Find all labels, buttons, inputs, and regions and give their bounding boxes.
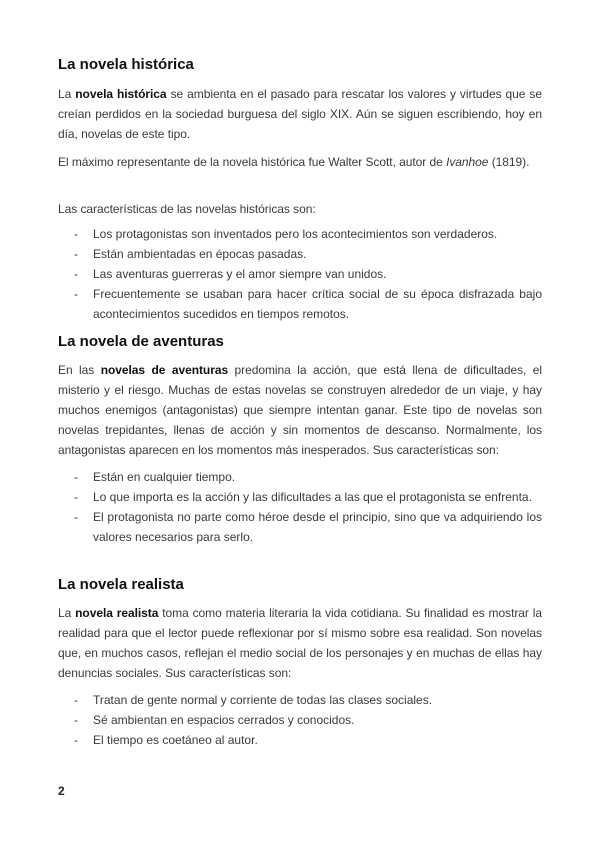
paragraph-realista-intro: La novela realista toma como materia literaria la vida cotidiana. Su finalidad es mostrar la realidad para que el lector puede reflexionar por sí mismo sobre esa realidad. Son novelas que, en muchos casos, reflejan el medio social de los personajes y en muchas de ellas hay denuncias sociales. Sus características son: [58, 606, 542, 680]
paragraph-historica-scott: El máximo representante de la novela histórica fue Walter Scott, autor de Ivanhoe (1819). [58, 155, 530, 169]
paragraph-aventuras-intro: En las novelas de aventuras predomina la acción, que está llena de dificultades, el misterio y el riesgo. Muchas de estas novelas se construyen alrededor de un viaje, y hay muchos enemigos (antagonistas) que siempre intentan ganar. Este tipo de novelas son novelas trepidantes, llenas de acción y sin momentos de descanso. Normalmente, los antagonistas aparecen en los momentos más inesperados. Sus características son: [58, 363, 543, 457]
section-title-historica: La novela histórica [58, 56, 194, 73]
list-item: - Lo que importa es la acción y las dificultades a las que el protagonista se enfrenta. [74, 490, 532, 504]
list-item: - Frecuentemente se usaban para hacer crítica social de su época disfrazada bajo acontecimientos sucedidos en tiempos remotos. [74, 287, 542, 321]
list-item: - Sé ambientan en espacios cerrados y conocidos. [74, 713, 355, 727]
paragraph-historica-caracteristicas: Las características de las novelas históricas son: [58, 202, 316, 216]
list-realista [58, 690, 542, 750]
list-aventuras [58, 467, 542, 547]
list-item: - Están en cualquier tiempo. [74, 470, 236, 484]
list-item: - Los protagonistas son inventados pero los acontecimientos son verdaderos. [74, 227, 498, 241]
page-number: 2 [58, 784, 65, 798]
list-item: - Tratan de gente normal y corriente de todas las clases sociales. [74, 693, 433, 707]
section-title-aventuras: La novela de aventuras [58, 333, 224, 350]
list-item: - El tiempo es coetáneo al autor. [74, 733, 258, 747]
list-item: - El protagonista no parte como héroe desde el principio, sino que va adquiriendo los valores necesarios para serlo. [74, 510, 542, 544]
paragraph-historica-intro: La novela histórica se ambienta en el pasado para rescatar los valores y virtudes que se creían perdidos en la sociedad burguesa del siglo XIX. Aún se siguen escribiendo, hoy en día, novelas de este tipo. [58, 87, 542, 141]
section-title-realista: La novela realista [58, 576, 184, 593]
list-item: - Están ambientadas en épocas pasadas. [74, 247, 307, 261]
list-historica [58, 224, 542, 324]
list-item: - Las aventuras guerreras y el amor siempre van unidos. [74, 267, 387, 281]
